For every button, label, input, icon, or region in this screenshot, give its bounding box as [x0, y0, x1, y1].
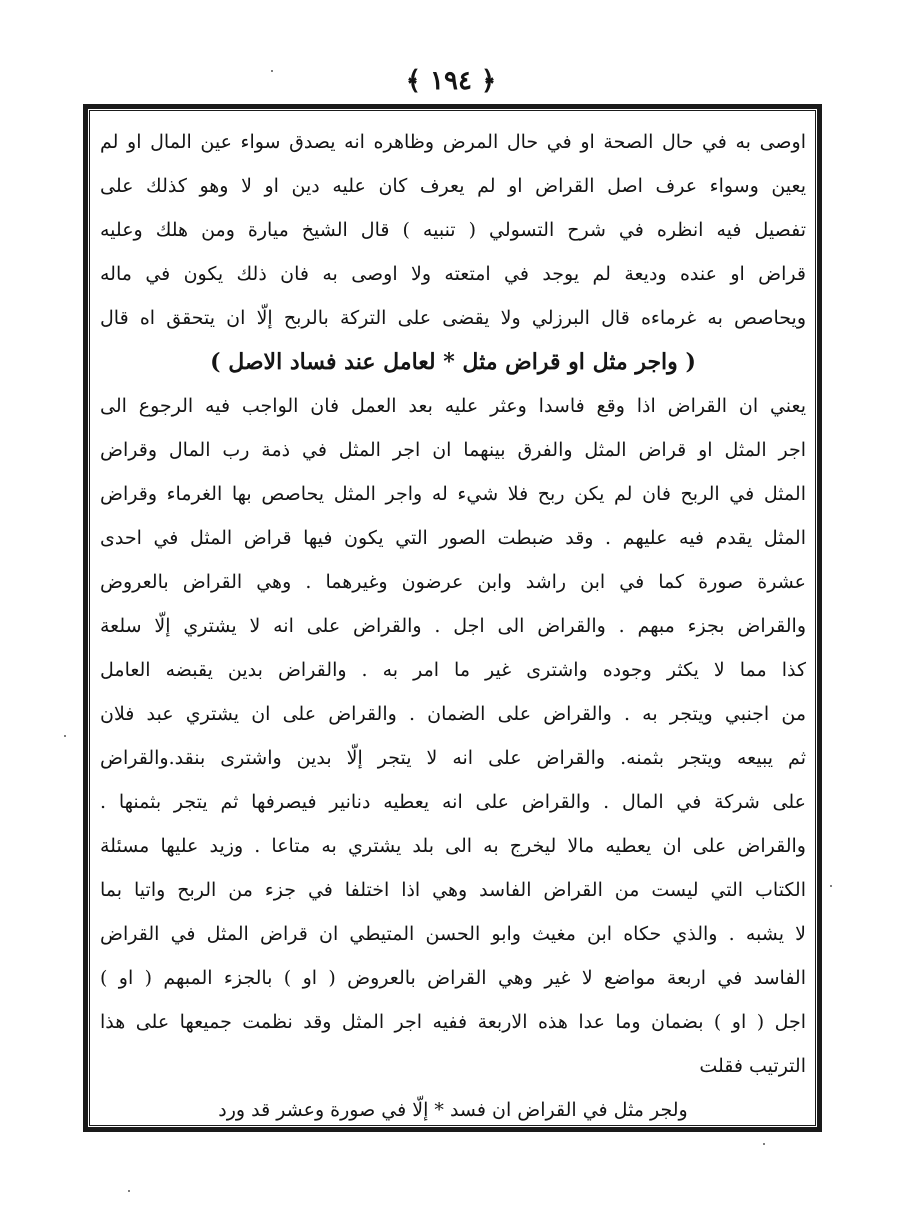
closing-verse: ولجر مثل في القراض ان فسد * إلّا في صورة وعشر قد ورد — [218, 1099, 688, 1121]
scan-speck — [830, 885, 832, 887]
text-line: عشرة صورة كما في ابن راشد وابن عرضون وغيرهما . وهي القراض بالعروض — [100, 571, 806, 593]
text-line: المثل يقدم فيه عليهم . وقد ضبطت الصور التي يكون فيها قراض المثل في احدى — [100, 527, 806, 549]
text-line: يعني ان القراض اذا وقع فاسدا وعثر عليه بعد العمل فان الواجب فيه الرجوع الى — [100, 395, 806, 417]
text-line: الكتاب التي ليست من القراض الفاسد وهي اذا اختلفا في جزء من الربح واتيا بما — [100, 879, 806, 901]
text-line: من اجنبي ويتجر به . والقراض على الضمان . والقراض على ان يشتري عبد فلان — [100, 703, 806, 725]
text-body — [100, 120, 806, 1132]
text-line: الترتيب فقلت — [699, 1055, 806, 1077]
text-line: اجر المثل او قراض المثل والفرق بينهما ان اجر المثل في ذمة رب المال وقراض — [100, 439, 806, 461]
verse-heading: ( واجر مثل او قراض مثل * لعامل عند فساد الاصل ) — [210, 349, 696, 375]
text-line: لا يشبه . والذي حكاه ابن مغيث وابو الحسن المتيطي ان قراض المثل في القراض — [100, 923, 806, 945]
text-line: والقراض على ان يعطيه مالا ليخرج به الى بلد يشتري به متاعا . وزيد عليها مسئلة — [100, 835, 806, 857]
text-line: ثم يبيعه ويتجر بثمنه. والقراض على انه لا يتجر إلّا بدين واشترى بنقد.والقراض — [100, 747, 806, 769]
text-line: اوصى به في حال الصحة او في حال المرض وظاهره انه يصدق سواء عين المال او لم — [100, 131, 806, 153]
scan-speck — [763, 1143, 765, 1145]
scan-speck — [128, 1190, 130, 1192]
scan-speck — [271, 70, 273, 72]
text-line: والقراض بجزء مبهم . والقراض الى اجل . والقراض على انه لا يشتري إلّا سلعة — [100, 615, 806, 637]
text-line: كذا مما لا يكثر وجوده واشترى غير ما امر به . والقراض بدين يقبضه العامل — [100, 659, 806, 681]
scan-speck — [64, 735, 66, 737]
text-line: تفصيل فيه انظره في شرح التسولي ( تنبيه ) قال الشيخ ميارة ومن هلك وعليه — [100, 219, 806, 241]
text-line: ويحاصص به غرماءه قال البرزلي ولا يقضى على التركة بالربح إلّا ان يتحقق اه قال — [100, 307, 806, 329]
text-line: المثل في الربح فان لم يكن ربح فلا شيء له واجر المثل يحاصص بها الغرماء وقراض — [100, 483, 806, 505]
page-number: ﴿ ١٩٤ ﴾ — [405, 66, 497, 96]
text-line: اجل ( او ) بضمان وما عدا هذه الاربعة ففيه اجر المثل وقد نظمت جميعها على هذا — [100, 1011, 806, 1033]
text-line: على شركة في المال . والقراض على انه يعطيه دنانير فيصرفها ثم يتجر بثمنها . — [100, 791, 806, 813]
text-line: الفاسد في اربعة مواضع لا غير وهي القراض بالعروض ( او ) بالجزء المبهم ( او ) — [100, 967, 806, 989]
text-line: يعين وسواء عرف اصل القراض او لم يعرف كان عليه دين او لا وهو كذلك على — [100, 175, 806, 197]
text-line: قراض او عنده وديعة لم يوجد في امتعته ولا اوصى به فان ذلك يكون في ماله — [100, 263, 806, 285]
